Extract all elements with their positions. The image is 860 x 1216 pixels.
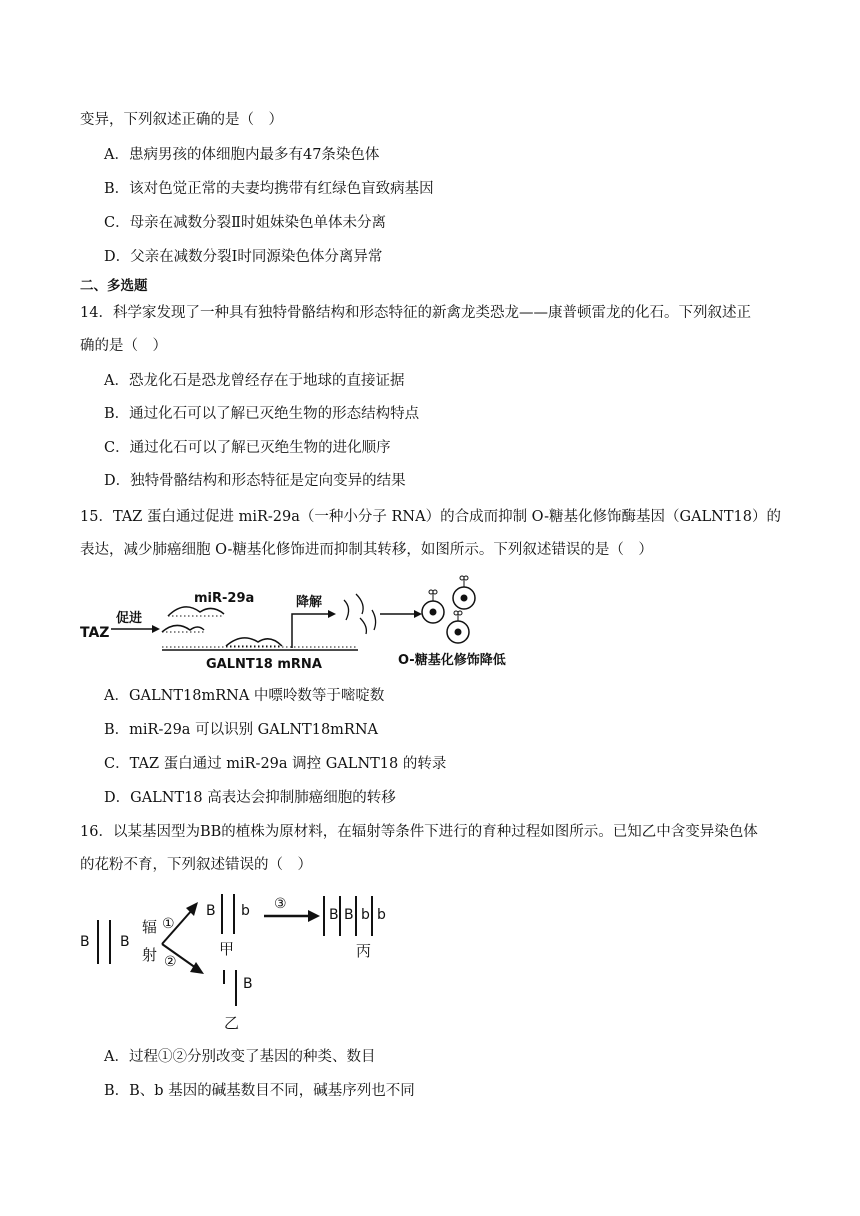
fig16-jia-b: b — [241, 903, 250, 919]
q15-option-a[interactable]: A．GALNT18mRNA 中嘌呤数等于嘧啶数 — [104, 688, 385, 704]
q14-stem-line2: 确的是（ ） — [80, 338, 167, 354]
q13-stem-tail: 变异，下列叙述正确的是（ ） — [80, 112, 283, 128]
section-heading: 二、多选题 — [80, 278, 148, 294]
q13-option-c[interactable]: C．母亲在减数分裂Ⅱ时姐妹染色单体未分离 — [104, 215, 386, 231]
q13-option-d[interactable]: D．父亲在减数分裂Ⅰ时同源染色体分离异常 — [104, 249, 383, 265]
fig16-step-2: ② — [164, 954, 177, 970]
fig15-taz-label: TAZ — [80, 625, 110, 641]
q16-stem-line2: 的花粉不育，下列叙述错误的（ ） — [80, 857, 312, 873]
q15-option-c[interactable]: C．TAZ 蛋白通过 miR-29a 调控 GALNT18 的转录 — [104, 756, 447, 772]
q15-figure — [76, 572, 536, 672]
fig15-degrade-label: 降解 — [296, 595, 323, 610]
fig16-yi-B: B — [243, 976, 253, 992]
fig16-bing-B1: B — [329, 907, 339, 923]
fig16-radiation-2: 射 — [142, 946, 158, 964]
q16-option-a[interactable]: A．过程①②分别改变了基因的种类、数目 — [104, 1049, 376, 1065]
fig15-mirna-free — [168, 607, 224, 616]
fig15-mirna-bound-2 — [226, 638, 282, 646]
q14-option-d[interactable]: D．独特骨骼结构和形态特征是定向变异的结果 — [104, 473, 406, 489]
fig15-promote-label: 促进 — [116, 611, 143, 626]
q15-option-b[interactable]: B．miR-29a 可以识别 GALNT18mRNA — [104, 722, 378, 738]
fig15-mirna-bound-1 — [162, 625, 204, 632]
fig16-gene-B-left: B — [80, 934, 90, 950]
q16-stem-line1: 16．以某基因型为BB的植株为原材料，在辐射等条件下进行的育种过程如图所示。已知乙中含变异染色体 — [80, 824, 758, 840]
q14-option-a[interactable]: A．恐龙化石是恐龙曾经存在于地球的直接证据 — [104, 373, 405, 389]
q13-option-a[interactable]: A．患病男孩的体细胞内最多有47条染色体 — [104, 147, 380, 163]
fig15-result-label: O-糖基化修饰降低 — [398, 653, 506, 668]
q14-option-b[interactable]: B．通过化石可以了解已灭绝生物的形态结构特点 — [104, 406, 420, 422]
fig15-cell — [447, 611, 469, 643]
fig15-fragments — [344, 594, 376, 634]
fig15-promote-arrowhead — [152, 625, 160, 633]
q16-figure — [78, 888, 418, 1033]
fig16-bing-b1: b — [361, 907, 370, 923]
fig15-degrade-arrow — [292, 614, 328, 648]
fig15-cell — [422, 590, 444, 623]
fig16-bing-B2: B — [344, 907, 354, 923]
q14-stem-line1: 14．科学家发现了一种具有独特骨骼结构和形态特征的新禽龙类恐龙——康普顿雷龙的化石。下列叙述正 — [80, 305, 751, 321]
q15-stem-line2: 表达，减少肺癌细胞 O-糖基化修饰进而抑制其转移，如图所示。下列叙述错误的是（ ） — [80, 542, 653, 558]
q16-option-b[interactable]: B．B、b 基因的碱基数目不同，碱基序列也不同 — [104, 1083, 415, 1099]
q14-option-c[interactable]: C．通过化石可以了解已灭绝生物的进化顺序 — [104, 440, 391, 456]
fig16-bing-b2: b — [377, 907, 386, 923]
fig16-bing-label: 丙 — [356, 942, 372, 960]
fig16-yi-label: 乙 — [224, 1014, 240, 1032]
q13-option-b[interactable]: B．该对色觉正常的夫妻均携带有红绿色盲致病基因 — [104, 181, 434, 197]
fig15-mrna-label: GALNT18 mRNA — [206, 657, 322, 672]
fig16-jia-B: B — [206, 903, 216, 919]
fig15-cell — [453, 576, 475, 609]
fig16-step-3: ③ — [274, 896, 287, 912]
fig15-mirna-label: miR-29a — [194, 591, 255, 606]
q15-option-d[interactable]: D．GALNT18 高表达会抑制肺癌细胞的转移 — [104, 790, 396, 806]
fig16-gene-B-right: B — [120, 934, 130, 950]
fig16-jia-label: 甲 — [219, 940, 235, 958]
fig16-radiation-1: 辐 — [142, 918, 158, 936]
fig16-step-1: ① — [162, 916, 175, 932]
q15-stem-line1: 15．TAZ 蛋白通过促进 miR-29a（一种小分子 RNA）的合成而抑制 O-糖基化修饰酶基因（GALNT18）的 — [80, 509, 781, 525]
